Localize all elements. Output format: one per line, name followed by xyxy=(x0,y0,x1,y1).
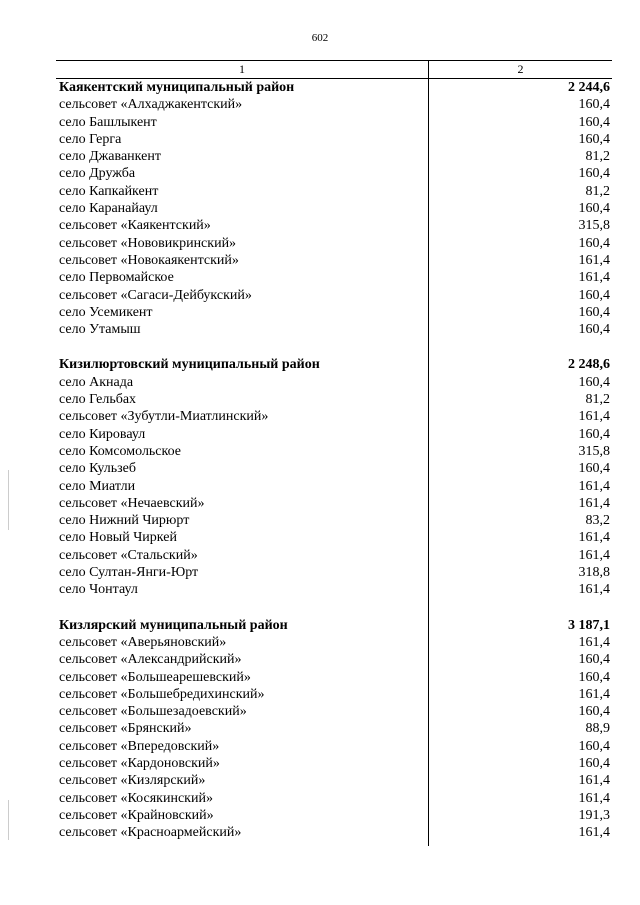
table-row xyxy=(56,686,612,703)
district-row xyxy=(56,356,612,373)
district-name: Кизилюртовский муниципальный район xyxy=(59,357,320,373)
table-row xyxy=(56,478,612,495)
table-row xyxy=(56,287,612,304)
page-number: 602 xyxy=(311,32,329,44)
table-row xyxy=(56,581,612,598)
table-row xyxy=(56,634,612,651)
district-row xyxy=(56,79,612,96)
settlement-name: село Миатли xyxy=(59,478,136,494)
settlement-name: сельсовет «Брянский» xyxy=(59,721,192,737)
table-row xyxy=(56,772,612,789)
settlement-value: 81,2 xyxy=(585,149,610,165)
table-row xyxy=(56,529,612,546)
table-row xyxy=(56,321,612,338)
settlement-value: 161,4 xyxy=(578,495,610,511)
settlement-name: сельсовет «Сагаси-Дейбукский» xyxy=(59,287,252,303)
table-row xyxy=(56,391,612,408)
section-spacer xyxy=(56,338,612,356)
settlement-value: 161,4 xyxy=(578,478,610,494)
column-header-1: 1 xyxy=(56,61,429,78)
settlement-value: 83,2 xyxy=(585,513,610,529)
settlement-value: 81,2 xyxy=(585,392,610,408)
table-row xyxy=(56,669,612,686)
settlement-value: 160,4 xyxy=(578,426,610,442)
settlement-value: 161,4 xyxy=(578,634,610,650)
table-row xyxy=(56,824,612,841)
settlement-value: 160,4 xyxy=(578,166,610,182)
settlement-name: село Нижний Чирюрт xyxy=(59,513,190,529)
settlement-name: село Акнада xyxy=(59,374,134,390)
settlement-name: сельсовет «Александрийский» xyxy=(59,652,242,668)
table-row xyxy=(56,790,612,807)
settlement-value: 160,4 xyxy=(578,374,610,390)
settlement-name: сельсовет «Кардоновский» xyxy=(59,755,220,771)
table-row xyxy=(56,426,612,443)
settlement-value: 160,4 xyxy=(578,755,610,771)
settlement-value: 81,2 xyxy=(585,183,610,199)
table-body xyxy=(56,79,612,841)
table-row xyxy=(56,703,612,720)
settlement-name: село Кульзеб xyxy=(59,461,136,477)
district-name: Кизлярский муниципальный район xyxy=(59,617,288,633)
settlement-name: сельсовет «Крайновский» xyxy=(59,807,214,823)
settlement-name: село Капкайкент xyxy=(59,183,159,199)
table-row xyxy=(56,114,612,131)
settlement-name: сельсовет «Нововикринский» xyxy=(59,235,237,251)
district-total: 2 248,6 xyxy=(568,357,610,373)
settlement-name: село Первомайское xyxy=(59,270,174,286)
settlement-value: 160,4 xyxy=(578,704,610,720)
settlement-value: 191,3 xyxy=(578,807,610,823)
district-row xyxy=(56,617,612,634)
settlement-name: село Гельбах xyxy=(59,392,137,408)
settlement-value: 160,4 xyxy=(578,461,610,477)
settlement-value: 161,4 xyxy=(578,270,610,286)
settlement-name: село Герга xyxy=(59,131,122,147)
scan-margin-mark xyxy=(8,470,9,530)
table-row xyxy=(56,651,612,668)
column-divider xyxy=(428,79,429,846)
table-row xyxy=(56,165,612,182)
settlement-name: село Новый Чиркей xyxy=(59,530,177,546)
settlement-name: село Каранайаул xyxy=(59,201,158,217)
settlement-name: сельсовет «Большеарешевский» xyxy=(59,669,251,685)
settlement-value: 161,4 xyxy=(578,582,610,598)
settlement-name: село Усемикент xyxy=(59,304,153,320)
settlement-name: село Башлыкент xyxy=(59,114,157,130)
settlement-name: сельсовет «Большезадоевский» xyxy=(59,704,247,720)
table-header xyxy=(56,60,612,79)
settlement-value: 160,4 xyxy=(578,322,610,338)
settlement-value: 315,8 xyxy=(578,443,610,459)
settlement-value: 160,4 xyxy=(578,114,610,130)
table-row xyxy=(56,304,612,321)
settlement-value: 161,4 xyxy=(578,252,610,268)
settlement-name: село Дружба xyxy=(59,166,136,182)
settlement-name: сельсовет «Большебредихинский» xyxy=(59,686,265,702)
settlement-name: сельсовет «Нечаевский» xyxy=(59,495,205,511)
district-name: Каякентский муниципальный район xyxy=(59,80,295,95)
settlement-value: 161,4 xyxy=(578,790,610,806)
settlement-name: сельсовет «Красноармейский» xyxy=(59,825,242,841)
settlement-name: село Кироваул xyxy=(59,426,146,442)
settlement-name: село Джаванкент xyxy=(59,149,161,165)
settlement-value: 161,4 xyxy=(578,825,610,841)
settlement-value: 160,4 xyxy=(578,235,610,251)
section-spacer xyxy=(56,599,612,617)
settlement-name: сельсовет «Стальский» xyxy=(59,547,198,563)
settlement-value: 161,4 xyxy=(578,773,610,789)
table-row xyxy=(56,547,612,564)
settlement-value: 160,4 xyxy=(578,738,610,754)
allocation-table xyxy=(56,60,612,841)
settlement-name: село Утамыш xyxy=(59,322,141,338)
settlement-value: 318,8 xyxy=(578,565,610,581)
settlement-value: 160,4 xyxy=(578,131,610,147)
settlement-value: 315,8 xyxy=(578,218,610,234)
settlement-name: сельсовет «Аверьяновский» xyxy=(59,634,227,650)
settlement-name: сельсовет «Кизлярский» xyxy=(59,773,206,789)
table-row xyxy=(56,755,612,772)
settlement-value: 160,4 xyxy=(578,201,610,217)
settlement-name: сельсовет «Косякинский» xyxy=(59,790,213,806)
table-row xyxy=(56,131,612,148)
settlement-value: 161,4 xyxy=(578,530,610,546)
settlement-name: сельсовет «Зубутли-Миатлинский» xyxy=(59,409,269,425)
table-row xyxy=(56,269,612,286)
settlement-value: 160,4 xyxy=(578,652,610,668)
table-row xyxy=(56,460,612,477)
table-row xyxy=(56,408,612,425)
table-row xyxy=(56,738,612,755)
table-row xyxy=(56,217,612,234)
settlement-value: 160,4 xyxy=(578,97,610,113)
table-row xyxy=(56,183,612,200)
settlement-name: сельсовет «Впередовский» xyxy=(59,738,220,754)
settlement-value: 161,4 xyxy=(578,686,610,702)
table-row xyxy=(56,252,612,269)
table-row xyxy=(56,564,612,581)
settlement-name: сельсовет «Новокаякентский» xyxy=(59,252,239,268)
settlement-name: сельсовет «Каякентский» xyxy=(59,218,211,234)
settlement-value: 160,4 xyxy=(578,669,610,685)
table-row xyxy=(56,512,612,529)
settlement-name: сельсовет «Алхаджакентский» xyxy=(59,97,243,113)
settlement-value: 160,4 xyxy=(578,304,610,320)
settlement-value: 161,4 xyxy=(578,409,610,425)
table-row xyxy=(56,720,612,737)
settlement-name: село Султан-Янги-Юрт xyxy=(59,565,199,581)
table-row xyxy=(56,148,612,165)
settlement-value: 161,4 xyxy=(578,547,610,563)
table-row xyxy=(56,374,612,391)
table-row xyxy=(56,495,612,512)
district-total: 2 244,6 xyxy=(568,80,610,95)
table-row xyxy=(56,235,612,252)
table-row xyxy=(56,807,612,824)
table-row xyxy=(56,200,612,217)
table-row xyxy=(56,443,612,460)
district-total: 3 187,1 xyxy=(568,617,610,633)
column-header-2: 2 xyxy=(517,62,524,76)
table-row xyxy=(56,96,612,113)
settlement-name: село Чонтаул xyxy=(59,582,138,598)
settlement-value: 160,4 xyxy=(578,287,610,303)
scan-margin-mark xyxy=(8,800,9,840)
settlement-value: 88,9 xyxy=(585,721,610,737)
settlement-name: село Комсомольское xyxy=(59,443,182,459)
